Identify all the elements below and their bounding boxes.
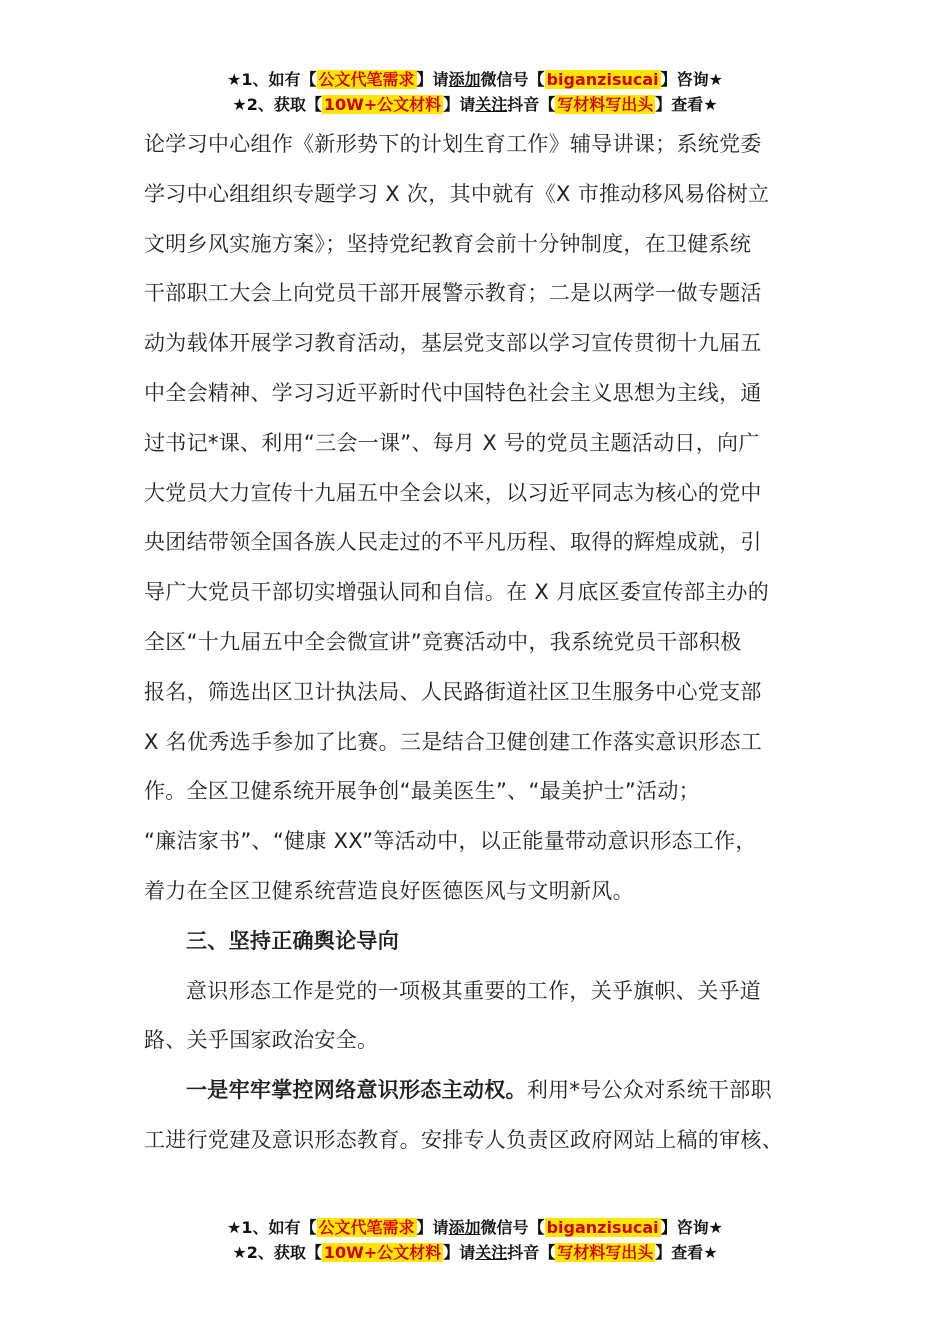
text-line: 作。全区卫健系统开展争创“最美医生”、“最美护士”活动； (144, 779, 700, 804)
text-line: 导广大党员干部切实增强认同和自信。在 X 月底区委宣传部主办的 (144, 580, 770, 605)
banner-line-2: ★2、获取【 10W+公文材料 】请关注抖音【 写材料写出头 】查看★ (232, 95, 718, 114)
lead-bold-phrase: 一是牢牢掌控网络意识形态主动权。 (186, 1078, 527, 1103)
text-line: 意识形态工作是党的一项极其重要的工作，关乎旗帜、关乎道 (186, 978, 762, 1003)
text-line: 全区“十九届五中全会微宣讲”竞赛活动中，我系统党员干部积极 (144, 629, 742, 654)
text-line: 文明乡风实施方案》；坚持党纪教育会前十分钟制度，在卫健系统 (144, 231, 752, 256)
text-line: X 名优秀选手参加了比赛。三是结合卫健创建工作落实意识形态工 (144, 729, 763, 754)
text-line: 大党员大力宣传十九届五中全会以来，以习近平同志为核心的党中 (144, 480, 762, 505)
text-line: 论学习中心组作《新形势下的计划生育工作》辅导讲课；系统党委 (144, 132, 762, 156)
text-line: 报名，筛选出区卫计执法局、人民路街道社区卫生服务中心党支部 (144, 679, 762, 704)
paragraph-3 (144, 1066, 834, 1166)
text-line: 中全会精神、学习习近平新时代中国特色社会主义思想为主线，通 (144, 380, 762, 405)
text-line: 干部职工大会上向党员干部开展警示教育；二是以两学一做专题活 (144, 281, 762, 306)
text-line: 学习中心组组织专题学习 X 次，其中就有《X 市推动移风易俗树立 (144, 181, 770, 206)
text-line: 着力在全区卫健系统营造良好医德医风与文明新风。 (144, 878, 634, 903)
banner-line-1: ★1、如有【 公文代笔需求 】请添加微信号【 biganzisucai 】咨询★ (227, 70, 723, 89)
footer-banner (0, 1215, 950, 1265)
banner-line-1: ★1、如有【 公文代笔需求 】请添加微信号【 biganzisucai 】咨询★ (227, 1218, 723, 1237)
paragraph-2 (144, 967, 834, 1067)
text-line: 过书记*课、利用“三会一课”、每月 X 号的党员主题活动日，向广 (144, 430, 760, 455)
text-line: 动为载体开展学习教育活动，基层党支部以学习宣传贯彻十九届五 (144, 331, 762, 356)
paragraph-1 (144, 120, 834, 917)
text-line: 工进行党建及意识形态教育。安排专人负责区政府网站上稿的审核、 (144, 1127, 783, 1152)
text-line: “廉洁家书”、“健康 XX”等活动中，以正能量带动意识形态工作， (144, 829, 757, 854)
text-line: 央团结带领全国各族人民走过的不平凡历程、取得的辉煌成就，引 (144, 530, 762, 555)
banner-line-2: ★2、获取【 10W+公文材料 】请关注抖音【 写材料写出头 】查看★ (232, 1243, 718, 1262)
text-line: 路、关乎国家政治安全。 (144, 1028, 379, 1053)
document-body (144, 120, 834, 1166)
header-banner (0, 67, 950, 117)
text-line: 一是牢牢掌控网络意识形态主动权。利用*号公众对系统干部职 (186, 1078, 772, 1103)
section-heading: 三、坚持正确舆论导向 (186, 928, 399, 953)
